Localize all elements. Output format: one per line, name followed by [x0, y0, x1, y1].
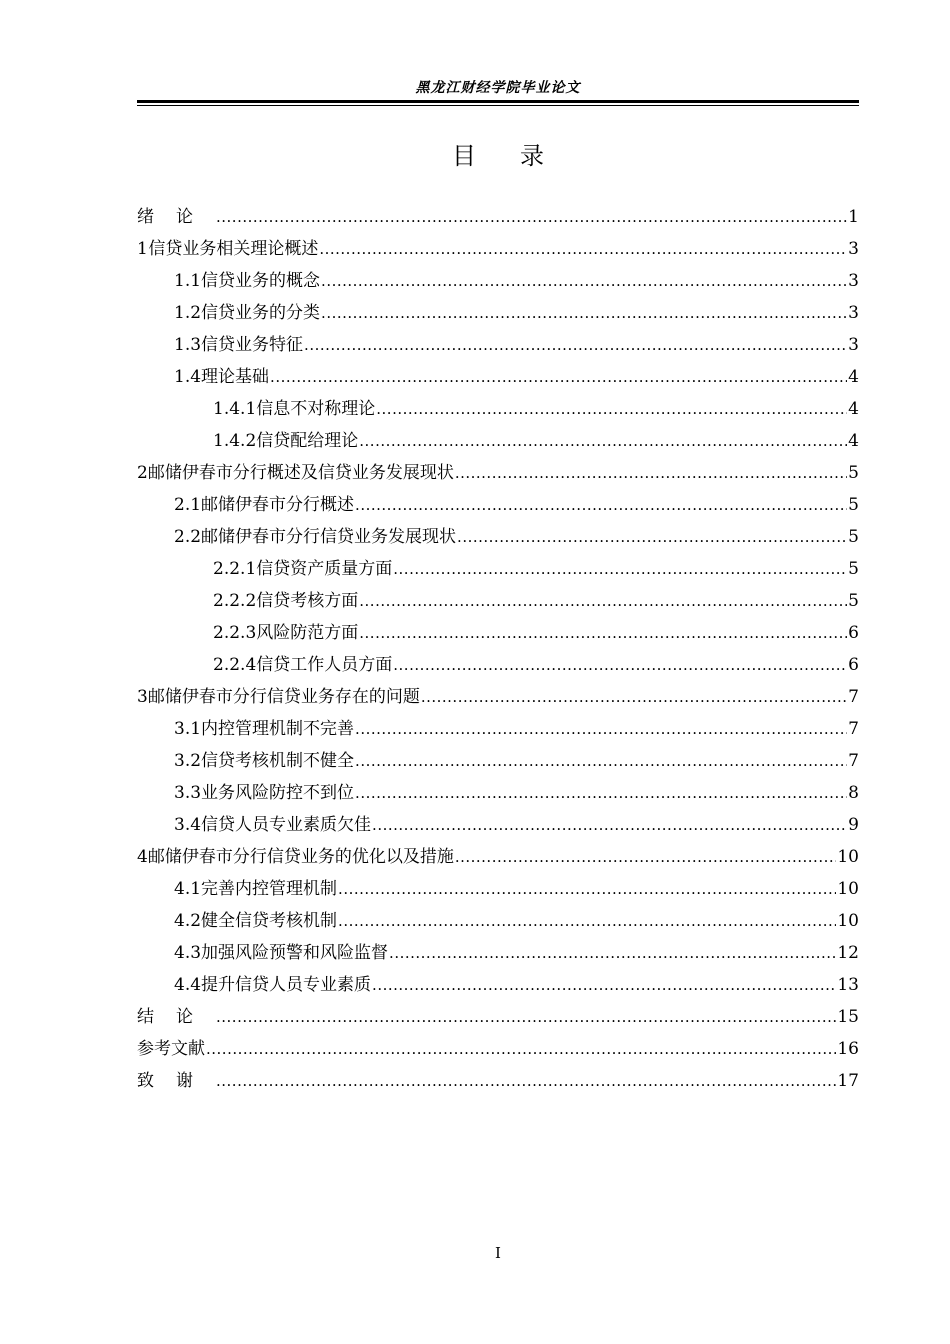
toc-entry-label: 绪论: [137, 207, 215, 227]
toc-leader-dots: [359, 425, 847, 457]
toc-entry-label: 邮储伊春市分行概述及信贷业务发展现状: [147, 463, 454, 483]
toc-entry[interactable]: [137, 1065, 859, 1097]
toc-entry-number: 2.2.2: [213, 591, 257, 611]
toc-entry[interactable]: [137, 585, 859, 617]
toc-entry[interactable]: [137, 713, 859, 745]
toc-leader-dots: [216, 1065, 836, 1097]
toc-entry[interactable]: [137, 265, 859, 297]
toc-leader-dots: [359, 617, 847, 649]
toc-entry[interactable]: [137, 777, 859, 809]
toc-leader-dots: [206, 1033, 836, 1065]
toc-entry-number: 1.3: [174, 335, 202, 355]
toc-leader-dots: [216, 201, 847, 233]
toc-entry-number: 4.1: [174, 879, 202, 899]
toc-entry[interactable]: [137, 1001, 859, 1033]
toc-entry[interactable]: [137, 393, 859, 425]
toc-entry[interactable]: [137, 969, 859, 1001]
toc-leader-dots: [338, 905, 836, 937]
toc-entry-page: 5: [848, 591, 859, 611]
toc-entry-label: 信贷考核机制不健全: [201, 751, 355, 771]
toc-entry[interactable]: [137, 489, 859, 521]
toc-entry-label: 内控管理机制不完善: [201, 719, 355, 739]
toc-entry-page: 5: [848, 495, 859, 515]
toc-entry-number: 3.2: [174, 751, 202, 771]
toc-entry-page: 12: [837, 943, 859, 963]
toc-entry-label: 加强风险预警和风险监督: [201, 943, 389, 963]
toc-entry-number: 1.4.2: [213, 431, 257, 451]
toc-leader-dots: [355, 489, 847, 521]
toc-entry-page: 3: [848, 271, 859, 291]
toc-entry-label: 信贷资产质量方面: [256, 559, 393, 579]
toc-entry-label: 邮储伊春市分行信贷业务发展现状: [201, 527, 457, 547]
toc-entry-number: 2.1: [174, 495, 202, 515]
toc-entry[interactable]: [137, 841, 859, 873]
toc-entry-label: 信贷业务相关理论概述: [148, 239, 319, 259]
toc-entry-page: 10: [837, 911, 859, 931]
toc-entry-page: 3: [848, 239, 859, 259]
toc-title: 目录: [452, 142, 588, 170]
toc-entry[interactable]: [137, 873, 859, 905]
toc-entry-page: 3: [848, 303, 859, 323]
table-of-contents: [137, 201, 859, 1097]
toc-entry[interactable]: [137, 361, 859, 393]
toc-leader-dots: [393, 649, 847, 681]
toc-entry[interactable]: [137, 937, 859, 969]
toc-entry-page: 4: [848, 399, 859, 419]
toc-leader-dots: [216, 1001, 836, 1033]
toc-entry-number: 4: [137, 847, 148, 867]
toc-leader-dots: [338, 873, 836, 905]
toc-entry-page: 4: [848, 367, 859, 387]
toc-entry-label: 邮储伊春市分行信贷业务的优化以及措施: [147, 847, 454, 867]
toc-entry-page: 5: [848, 527, 859, 547]
toc-entry-page: 7: [848, 719, 859, 739]
toc-entry[interactable]: [137, 553, 859, 585]
toc-entry-number: 3.1: [174, 719, 202, 739]
toc-entry-page: 1: [848, 207, 859, 227]
toc-entry-page: 7: [848, 751, 859, 771]
toc-entry-label: 信息不对称理论: [256, 399, 376, 419]
toc-entry-page: 6: [848, 623, 859, 643]
toc-leader-dots: [355, 745, 847, 777]
toc-entry[interactable]: [137, 201, 859, 233]
toc-entry-label: 业务风险防控不到位: [201, 783, 355, 803]
toc-leader-dots: [457, 521, 847, 553]
toc-entry-page: 3: [848, 335, 859, 355]
toc-entry[interactable]: [137, 905, 859, 937]
toc-entry-page: 7: [848, 687, 859, 707]
toc-entry-label: 信贷人员专业素质欠佳: [201, 815, 372, 835]
toc-entry[interactable]: [137, 521, 859, 553]
toc-entry[interactable]: [137, 1033, 859, 1065]
toc-leader-dots: [319, 233, 847, 265]
toc-entry[interactable]: [137, 329, 859, 361]
toc-entry-page: 10: [837, 847, 859, 867]
toc-entry-label: 参考文献: [137, 1039, 205, 1059]
toc-entry-number: 4.2: [174, 911, 202, 931]
toc-entry-page: 5: [848, 559, 859, 579]
toc-leader-dots: [455, 457, 847, 489]
toc-entry-page: 13: [837, 975, 859, 995]
toc-leader-dots: [355, 777, 847, 809]
toc-entry-label: 风险防范方面: [256, 623, 359, 643]
toc-entry[interactable]: [137, 681, 859, 713]
toc-entry[interactable]: [137, 745, 859, 777]
toc-leader-dots: [389, 937, 836, 969]
toc-leader-dots: [421, 681, 847, 713]
toc-entry-page: 16: [837, 1039, 859, 1059]
toc-leader-dots: [455, 841, 837, 873]
toc-leader-dots: [376, 393, 847, 425]
toc-entry-number: 2.2.4: [213, 655, 257, 675]
toc-entry-page: 15: [837, 1007, 859, 1027]
toc-leader-dots: [321, 265, 847, 297]
toc-entry-page: 4: [848, 431, 859, 451]
header-rule-thick: [137, 100, 859, 103]
toc-entry-number: 1.1: [174, 271, 202, 291]
toc-leader-dots: [372, 809, 847, 841]
page-number: I: [495, 1244, 501, 1262]
toc-entry-page: 8: [848, 783, 859, 803]
toc-entry[interactable]: [137, 297, 859, 329]
toc-entry[interactable]: [137, 809, 859, 841]
toc-leader-dots: [359, 585, 847, 617]
toc-entry-page: 10: [837, 879, 859, 899]
toc-entry-number: 1.4: [174, 367, 202, 387]
toc-entry-label: 提升信贷人员专业素质: [201, 975, 372, 995]
toc-entry-page: 9: [848, 815, 859, 835]
toc-entry-number: 1.4.1: [213, 399, 257, 419]
toc-entry-label: 致谢: [137, 1071, 215, 1091]
toc-entry-label: 信贷考核方面: [256, 591, 359, 611]
toc-entry-label: 理论基础: [201, 367, 270, 387]
toc-entry-label: 信贷配给理论: [256, 431, 359, 451]
toc-entry-label: 结论: [137, 1007, 215, 1027]
toc-entry-number: 2: [137, 463, 148, 483]
toc-leader-dots: [304, 329, 847, 361]
toc-entry-label: 信贷业务的分类: [201, 303, 321, 323]
toc-entry[interactable]: [137, 425, 859, 457]
toc-entry-page: 17: [837, 1071, 859, 1091]
toc-entry-number: 3.4: [174, 815, 202, 835]
header-rule-thin: [137, 105, 859, 106]
toc-leader-dots: [321, 297, 847, 329]
toc-entry-number: 4.3: [174, 943, 202, 963]
toc-entry-label: 健全信贷考核机制: [201, 911, 338, 931]
toc-entry-number: 3: [137, 687, 148, 707]
toc-entry-number: 3.3: [174, 783, 202, 803]
toc-entry-page: 6: [848, 655, 859, 675]
toc-entry-label: 信贷业务特征: [201, 335, 304, 355]
toc-leader-dots: [372, 969, 836, 1001]
toc-entry-number: 2.2: [174, 527, 202, 547]
toc-entry-label: 邮储伊春市分行概述: [201, 495, 355, 515]
toc-leader-dots: [270, 361, 847, 393]
toc-entry[interactable]: [137, 457, 859, 489]
toc-entry-number: 4.4: [174, 975, 202, 995]
toc-entry-number: 2.2.3: [213, 623, 257, 643]
toc-entry-number: 1.2: [174, 303, 202, 323]
toc-entry-label: 完善内控管理机制: [201, 879, 338, 899]
toc-leader-dots: [393, 553, 847, 585]
toc-entry-page: 5: [848, 463, 859, 483]
toc-entry[interactable]: [137, 649, 859, 681]
toc-entry-number: 2.2.1: [213, 559, 257, 579]
toc-entry[interactable]: [137, 233, 859, 265]
toc-entry-number: 1: [137, 239, 148, 259]
toc-entry-label: 信贷业务的概念: [201, 271, 321, 291]
toc-entry-label: 信贷工作人员方面: [256, 655, 393, 675]
toc-leader-dots: [355, 713, 847, 745]
toc-entry-label: 邮储伊春市分行信贷业务存在的问题: [147, 687, 420, 707]
toc-entry[interactable]: [137, 617, 859, 649]
running-header: 黑龙江财经学院毕业论文: [415, 80, 581, 96]
